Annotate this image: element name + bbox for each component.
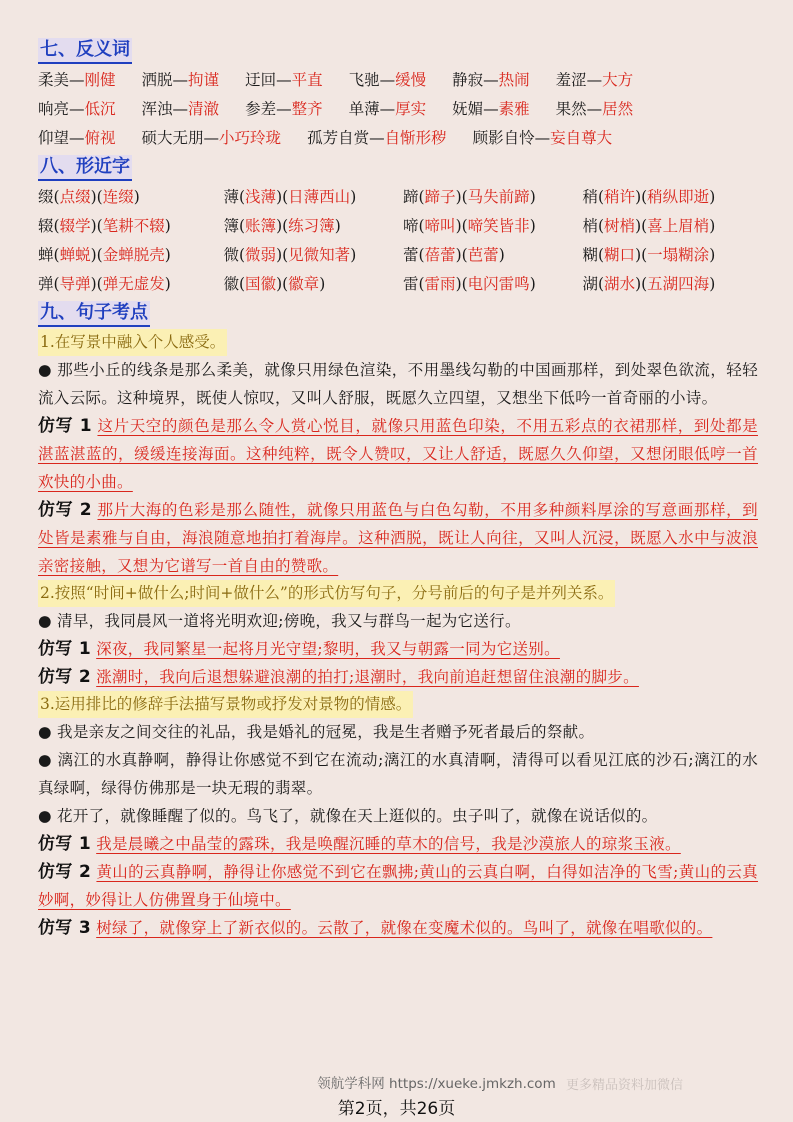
imitation-label: 仿写 2 <box>38 667 91 687</box>
antonym-word: 妩媚— <box>452 100 499 118</box>
antonym-pair <box>38 66 116 95</box>
char-bracket: ) <box>529 217 536 235</box>
similar-char-row <box>38 183 758 212</box>
imitation-label: 仿写 1 <box>38 416 92 436</box>
word-answer: 徽章 <box>288 275 320 293</box>
antonym-pair <box>473 124 613 153</box>
char-bracket: )( <box>276 246 289 264</box>
char-bracket: 稍( <box>582 188 605 206</box>
antonym-word: 响亮— <box>38 100 85 118</box>
sentence-points <box>38 329 758 942</box>
word-answer: 国徽 <box>245 275 277 293</box>
word-answer: 金蝉脱壳 <box>102 246 165 264</box>
antonym-answer: 清澈 <box>188 100 220 118</box>
antonym-answer: 俯视 <box>84 129 116 147</box>
similar-char-row <box>38 212 758 241</box>
antonym-word: 单薄— <box>348 100 396 118</box>
char-bracket: )( <box>276 275 289 293</box>
similar-char-cell <box>223 241 403 270</box>
imitation-block <box>38 663 758 691</box>
antonym-word: 仰望— <box>38 129 85 147</box>
example-sentence: ● 花开了，就像睡醒了似的。鸟飞了，就像在天上逛似的。虫子叫了，就像在说话似的。 <box>38 807 658 825</box>
antonym-word: 飞驰— <box>348 71 396 89</box>
word-answer: 喜上眉梢 <box>647 217 710 235</box>
word-answer: 一塌糊涂 <box>647 246 710 264</box>
similar-char-cell <box>403 241 583 270</box>
imitation-answer: 深夜，我同繁星一起将月光守望;黎明，我又与朝露一同为它送别。 <box>96 640 560 658</box>
antonym-answer: 厚实 <box>395 100 427 118</box>
antonym-answer: 整齐 <box>291 100 323 118</box>
word-answer: 蝉蜕 <box>59 246 91 264</box>
char-bracket: ) <box>709 275 716 293</box>
antonym-list <box>38 66 758 153</box>
point-heading: 2.按照“时间+做什么;时间+做什么”的形式仿写句子，分号前后的句子是并列关系。 <box>38 580 615 607</box>
char-bracket: )( <box>455 246 468 264</box>
antonym-pair <box>142 95 220 124</box>
word-answer: 啼叫 <box>424 217 456 235</box>
antonym-answer: 自惭形秽 <box>384 129 447 147</box>
char-bracket: 簿( <box>223 217 246 235</box>
similar-char-cell <box>223 270 403 299</box>
antonym-pair <box>556 66 634 95</box>
word-answer: 辍学 <box>59 217 91 235</box>
page-number: 第2页，共26页 <box>337 1099 456 1119</box>
antonym-answer: 妄自尊大 <box>550 129 613 147</box>
word-answer: 微弱 <box>245 246 277 264</box>
char-bracket: 湖( <box>582 275 605 293</box>
example-sentence: ● 我是亲友之间交往的礼品，我是婚礼的冠冕，我是生者赠予死者最后的祭献。 <box>38 723 595 741</box>
antonym-word: 迂回— <box>245 71 292 89</box>
char-bracket: ) <box>350 188 357 206</box>
char-bracket: ) <box>350 246 357 264</box>
antonym-word: 果然— <box>555 100 603 118</box>
similar-char-table <box>38 183 758 299</box>
antonym-pair <box>307 124 447 153</box>
char-bracket: )( <box>276 217 289 235</box>
char-bracket: ) <box>529 275 536 293</box>
char-bracket: ) <box>498 246 505 264</box>
antonym-pair <box>38 124 116 153</box>
word-answer: 啼笑皆非 <box>467 217 530 235</box>
antonym-answer: 小巧玲珑 <box>219 129 282 147</box>
char-bracket: )( <box>90 275 103 293</box>
similar-char-cell <box>582 183 758 212</box>
footer-source-line <box>0 1072 793 1092</box>
imitation-label: 仿写 1 <box>38 834 91 854</box>
similar-char-cell <box>582 212 758 241</box>
char-bracket: ) <box>319 275 326 293</box>
antonym-pair <box>245 95 323 124</box>
similar-char-cell <box>403 183 583 212</box>
char-bracket: ) <box>334 217 341 235</box>
imitation-block <box>38 412 758 496</box>
antonym-pair <box>452 95 530 124</box>
antonym-word: 静寂— <box>452 71 499 89</box>
char-bracket: ) <box>164 275 171 293</box>
antonym-answer: 缓慢 <box>395 71 427 89</box>
imitation-block <box>38 496 758 580</box>
char-bracket: 蕾( <box>402 246 425 264</box>
word-answer: 蹄子 <box>424 188 456 206</box>
section-title-antonyms: 七、反义词 <box>38 38 132 64</box>
imitation-label: 仿写 1 <box>38 639 91 659</box>
similar-char-cell <box>582 241 758 270</box>
char-bracket: ) <box>164 246 171 264</box>
word-answer: 马失前蹄 <box>467 188 530 206</box>
imitation-answer: 这片天空的颜色是那么令人赏心悦目，就像只用蓝色印染，不用五彩点的衣裙那样，到处都是湛蓝湛蓝的，缓缓连接海面。这种纯粹，既令人赞叹，又让人舒适，既愿久久仰望，又想闭眼低哼一首欢快的小曲。 <box>38 417 758 491</box>
antonym-answer: 低沉 <box>84 100 116 118</box>
char-bracket: 缀( <box>38 188 60 206</box>
word-answer: 浅薄 <box>245 188 277 206</box>
antonym-row <box>38 95 758 124</box>
char-bracket: ) <box>529 188 536 206</box>
char-bracket: )( <box>90 217 103 235</box>
word-answer: 账簿 <box>245 217 277 235</box>
antonym-word: 参差— <box>245 100 292 118</box>
char-bracket: ) <box>133 188 140 206</box>
antonym-answer: 大方 <box>602 71 634 89</box>
word-answer: 连缀 <box>102 188 134 206</box>
footer-watermark: 更多精品资料加微信 <box>566 1078 684 1093</box>
char-bracket: )( <box>635 246 648 264</box>
imitation-label: 仿写 2 <box>38 500 92 520</box>
antonym-word: 洒脱— <box>141 71 189 89</box>
char-bracket: )( <box>276 188 289 206</box>
word-answer: 弹无虚发 <box>102 275 165 293</box>
imitation-label: 仿写 2 <box>38 862 92 882</box>
antonym-pair <box>245 66 323 95</box>
similar-char-cell <box>38 270 223 299</box>
page-content <box>38 36 758 942</box>
char-bracket: 弹( <box>38 275 60 293</box>
section-title-similar-chars: 八、形近字 <box>38 155 132 181</box>
similar-char-cell <box>403 212 583 241</box>
antonym-row <box>38 124 758 153</box>
char-bracket: 蝉( <box>38 246 60 264</box>
imitation-answer: 黄山的云真静啊，静得让你感觉不到它在飘拂;黄山的云真白啊，白得如洁净的飞雪;黄山的云真妙啊，妙得让人仿佛置身于仙境中。 <box>38 863 758 909</box>
imitation-block <box>38 830 758 858</box>
char-bracket: ) <box>709 217 716 235</box>
word-answer: 稍许 <box>604 188 636 206</box>
char-bracket: ) <box>709 246 716 264</box>
char-bracket: 徽( <box>223 275 246 293</box>
imitation-block <box>38 914 758 942</box>
point-heading: 1.在写景中融入个人感受。 <box>38 329 227 356</box>
similar-char-cell <box>223 183 403 212</box>
char-bracket: 啼( <box>402 217 425 235</box>
example-sentence: ● 漓江的水真静啊，静得让你感觉不到它在流动;漓江的水真清啊，清得可以看见江底的沙石;漓江的水真绿啊，绿得仿佛那是一块无瑕的翡翠。 <box>38 751 758 797</box>
point-heading-wrap <box>38 691 758 718</box>
antonym-pair <box>142 66 220 95</box>
word-answer: 电闪雷鸣 <box>467 275 530 293</box>
similar-char-row <box>38 241 758 270</box>
word-answer: 导弹 <box>59 275 91 293</box>
char-bracket: 雷( <box>402 275 425 293</box>
char-bracket: ) <box>709 188 716 206</box>
example-sentence: ● 那些小丘的线条是那么柔美，就像只用绿色渲染，不用墨线勾勒的中国画那样，到处翠色欲流，轻轻流入云际。这种境界，既使人惊叹，又叫人舒服，既愿久立四望，又想坐下低吟一首奇丽的小诗。 <box>38 361 758 407</box>
word-answer: 糊口 <box>604 246 636 264</box>
char-bracket: )( <box>455 275 468 293</box>
similar-char-cell <box>223 212 403 241</box>
similar-char-cell <box>582 270 758 299</box>
word-answer: 笔耕不辍 <box>102 217 165 235</box>
word-answer: 雷雨 <box>424 275 456 293</box>
imitation-label: 仿写 3 <box>38 918 91 938</box>
imitation-block <box>38 858 758 914</box>
word-answer: 见微知著 <box>288 246 351 264</box>
imitation-answer: 涨潮时，我向后退想躲避浪潮的拍打;退潮时，我向前追赶想留住浪潮的脚步。 <box>96 668 639 686</box>
antonym-word: 柔美— <box>38 71 85 89</box>
imitation-answer: 树绿了，就像穿上了新衣似的。云散了，就像在变魔术似的。鸟叫了，就像在唱歌似的。 <box>96 919 713 937</box>
antonym-word: 羞涩— <box>555 71 603 89</box>
antonym-answer: 刚健 <box>84 71 116 89</box>
similar-char-row <box>38 270 758 299</box>
word-answer: 稍纵即逝 <box>647 188 710 206</box>
antonym-word: 孤芳自赏— <box>307 129 385 147</box>
char-bracket: )( <box>635 188 648 206</box>
word-answer: 日薄西山 <box>288 188 351 206</box>
char-bracket: 梢( <box>582 217 605 235</box>
antonym-answer: 居然 <box>602 100 634 118</box>
section-title-sentences: 九、句子考点 <box>38 301 150 327</box>
char-bracket: 蹄( <box>402 188 425 206</box>
antonym-word: 硕大无朋— <box>141 129 220 147</box>
word-answer: 蓓蕾 <box>424 246 456 264</box>
imitation-answer: 那片大海的色彩是那么随性，就像只用蓝色与白色勾勒，不用多种颜料厚涂的写意画那样，到处皆是素雅与自由，海浪随意地拍打着海岸。这种洒脱，既让人向往，又叫人沉浸，既愿入水中与波浪亲密接触，又想为它谱写一首自由的赞歌。 <box>38 501 758 575</box>
point-heading: 3.运用排比的修辞手法描写景物或抒发对景物的情感。 <box>38 691 413 718</box>
antonym-answer: 平直 <box>291 71 323 89</box>
point-heading-wrap <box>38 329 758 356</box>
char-bracket: )( <box>635 217 648 235</box>
word-answer: 点缀 <box>59 188 91 206</box>
antonym-answer: 素雅 <box>498 100 530 118</box>
example-sentence: ● 清早，我同晨风一道将光明欢迎;傍晚，我又与群鸟一起为它送行。 <box>38 612 521 630</box>
antonym-row <box>38 66 758 95</box>
char-bracket: 糊( <box>582 246 605 264</box>
imitation-block <box>38 635 758 663</box>
antonym-answer: 热闹 <box>498 71 530 89</box>
char-bracket: ) <box>164 217 171 235</box>
char-bracket: 辍( <box>38 217 60 235</box>
word-answer: 湖水 <box>604 275 636 293</box>
char-bracket: )( <box>635 275 648 293</box>
footer-source: 领航学科网 https://xueke.jmkzh.com <box>317 1076 556 1092</box>
similar-char-cell <box>403 270 583 299</box>
antonym-word: 顾影自怜— <box>472 129 551 147</box>
antonym-pair <box>349 95 427 124</box>
char-bracket: )( <box>90 188 103 206</box>
antonym-pair <box>38 95 116 124</box>
similar-char-cell <box>38 241 223 270</box>
antonym-pair <box>349 66 427 95</box>
antonym-answer: 拘谨 <box>188 71 220 89</box>
word-answer: 五湖四海 <box>647 275 710 293</box>
similar-char-cell <box>38 183 223 212</box>
antonym-pair <box>452 66 530 95</box>
char-bracket: )( <box>455 217 468 235</box>
antonym-pair <box>142 124 282 153</box>
antonym-word: 浑浊— <box>141 100 189 118</box>
word-answer: 芭蕾 <box>467 246 499 264</box>
char-bracket: 薄( <box>223 188 246 206</box>
char-bracket: )( <box>455 188 468 206</box>
antonym-pair <box>556 95 634 124</box>
word-answer: 树梢 <box>604 217 636 235</box>
point-heading-wrap <box>38 580 758 607</box>
char-bracket: 微( <box>223 246 246 264</box>
word-answer: 练习簿 <box>288 217 335 235</box>
similar-char-cell <box>38 212 223 241</box>
imitation-answer: 我是晨曦之中晶莹的露珠，我是唤醒沉睡的草木的信号，我是沙漠旅人的琼浆玉液。 <box>96 835 681 853</box>
char-bracket: )( <box>90 246 103 264</box>
